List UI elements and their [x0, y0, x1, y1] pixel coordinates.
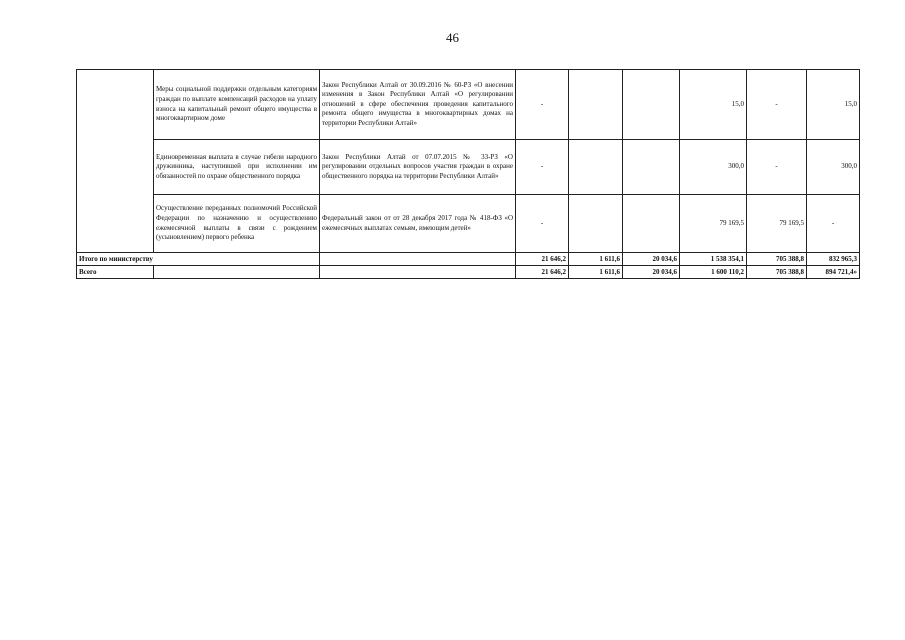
law-cell: Закон Республики Алтай от 07.07.2015 № 33-РЗ «О регулировании отдельных вопросов участия граждан в охране общественного порядка на территории Республики Алтай»	[320, 140, 516, 195]
total-value: 20 034,6	[623, 266, 680, 279]
blank-cell	[77, 70, 154, 253]
value-cell	[623, 70, 680, 140]
law-cell: Закон Республики Алтай от 30.09.2016 № 60-РЗ «О внесении изменения в Закон Республики Алтай «О регулировании отношений в сфере обеспечения проведения капитального ремонта общего имущества в многоквартирных домах на территории Республики Алтай»	[320, 70, 516, 140]
total-value: 1 611,6	[569, 266, 623, 279]
value-cell: -	[516, 70, 569, 140]
total-value: 20 034,6	[623, 253, 680, 266]
value-cell	[623, 140, 680, 195]
value-cell	[569, 195, 623, 253]
table-row	[77, 140, 860, 195]
value-cell	[569, 140, 623, 195]
value-cell: 15,0	[807, 70, 860, 140]
measure-cell: Единовременная выплата в случае гибели народного дружинника, наступившей при исполнении им обязанностей по охране общественного порядка	[154, 140, 320, 195]
value-cell: 300,0	[807, 140, 860, 195]
total-value: 705 388,8	[747, 266, 807, 279]
total-label: Итого по министерству	[77, 253, 320, 266]
page-number: 46	[446, 30, 459, 45]
total-value: 894 721,4»	[807, 266, 860, 279]
value-cell	[623, 195, 680, 253]
budget-table	[76, 69, 860, 279]
measure-cell: Меры социальной поддержки отдельным категориям граждан по выплате компенсаций расходов на уплату взноса на капитальный ремонт общего имущества в многоквартирном доме	[154, 70, 320, 140]
value-cell: 15,0	[680, 70, 747, 140]
value-cell	[569, 70, 623, 140]
total-value: 1 600 110,2	[680, 266, 747, 279]
value-cell: -	[516, 195, 569, 253]
blank-cell	[154, 266, 320, 279]
value-cell: -	[747, 70, 807, 140]
total-value: 705 388,8	[747, 253, 807, 266]
total-row-all	[77, 266, 860, 279]
total-label: Всего	[77, 266, 154, 279]
blank-cell	[320, 253, 516, 266]
blank-cell	[320, 266, 516, 279]
value-cell: 79 169,5	[680, 195, 747, 253]
measure-cell: Осуществление переданных полномочий Российской Федерации по назначению и осуществлению ежемесячной выплаты в связи с рождением (усыновлением) первого ребенка	[154, 195, 320, 253]
value-cell: -	[807, 195, 860, 253]
law-cell: Федеральный закон от от 28 декабря 2017 года № 418-ФЗ «О ежемесячных выплатах семьям, имеющим детей»	[320, 195, 516, 253]
total-value: 832 965,3	[807, 253, 860, 266]
value-cell: -	[747, 140, 807, 195]
total-value: 21 646,2	[516, 253, 569, 266]
value-cell: -	[516, 140, 569, 195]
total-value: 21 646,2	[516, 266, 569, 279]
table-row	[77, 70, 860, 140]
total-value: 1 611,6	[569, 253, 623, 266]
table-row	[77, 195, 860, 253]
value-cell: 79 169,5	[747, 195, 807, 253]
total-row-ministry	[77, 253, 860, 266]
value-cell: 300,0	[680, 140, 747, 195]
total-value: 1 538 354,1	[680, 253, 747, 266]
